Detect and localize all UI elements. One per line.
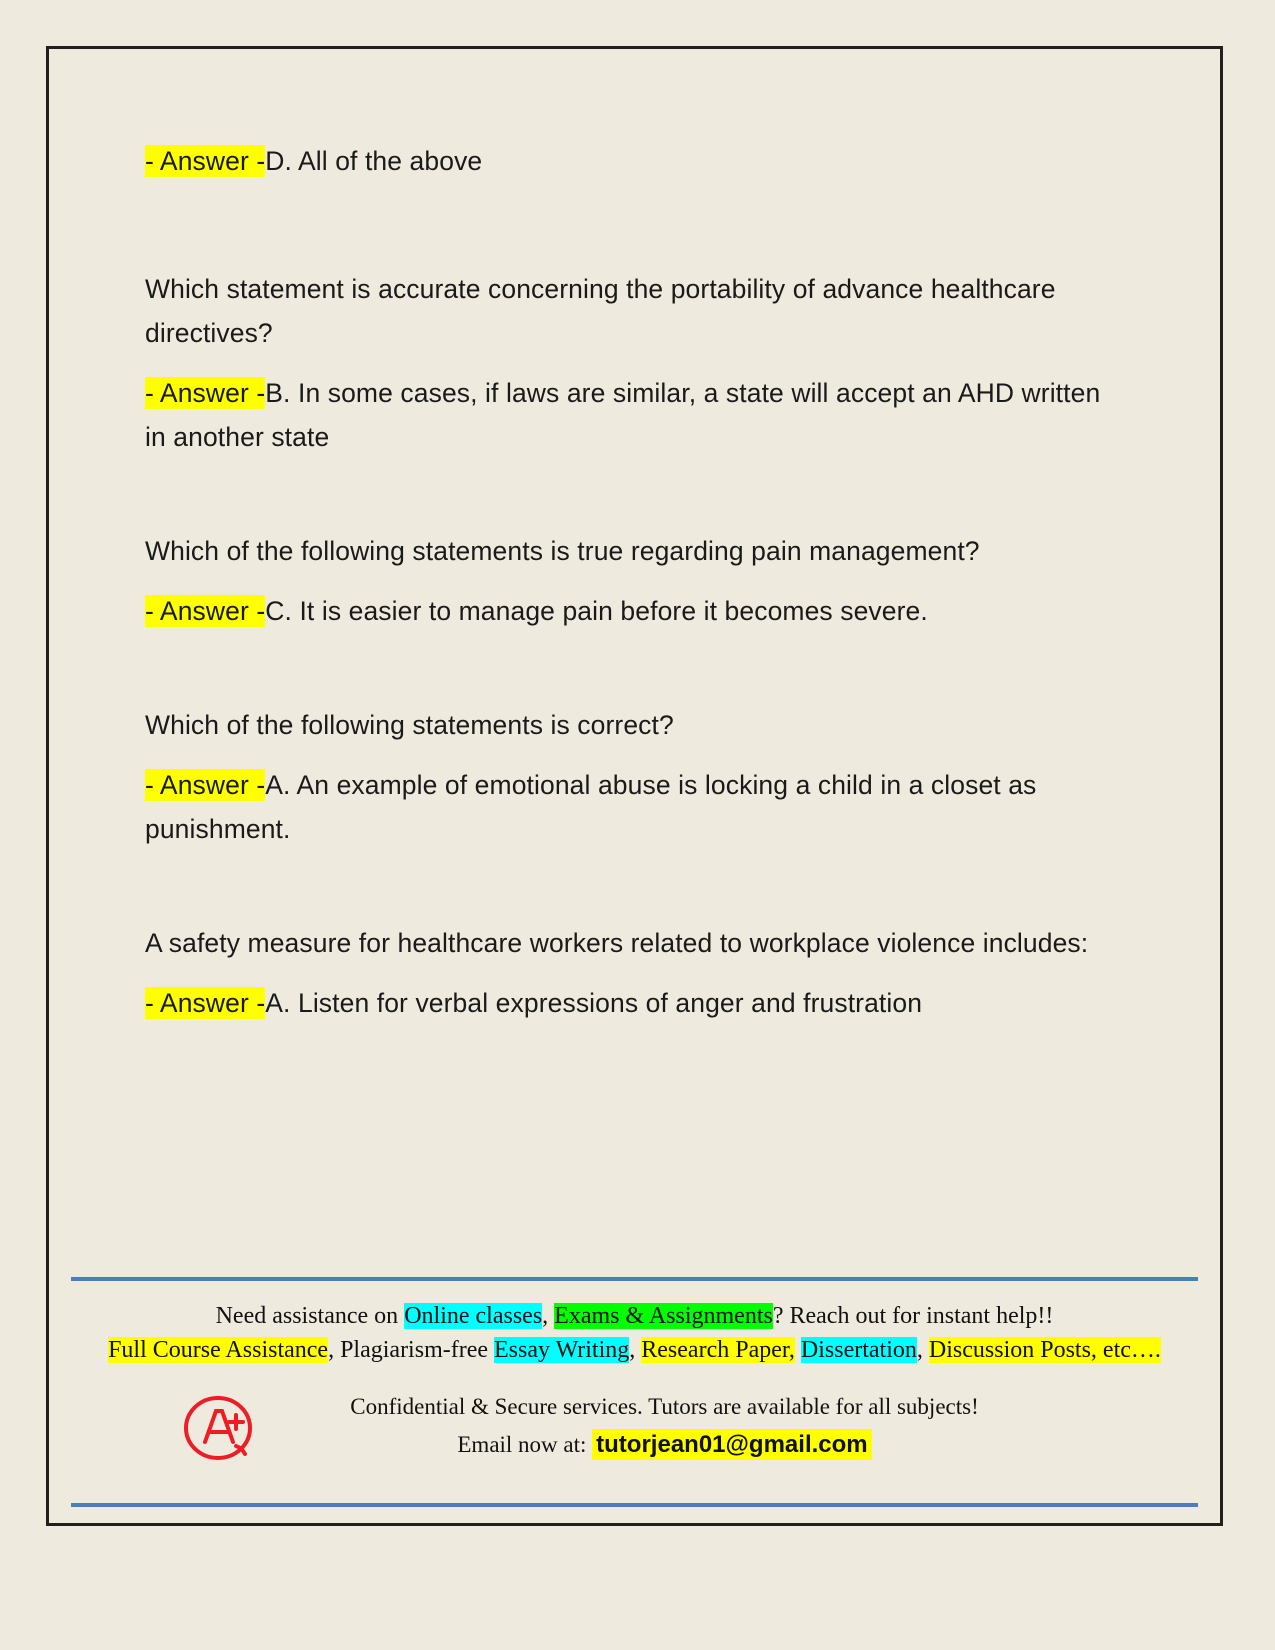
answer-text: A. Listen for verbal expressions of anger and frustration <box>265 988 923 1018</box>
footer-text-sep3 <box>795 1337 801 1363</box>
answer-label: - Answer - <box>145 378 266 408</box>
answer-line <box>145 981 1105 1025</box>
footer-text-sep1: , Plagiarism-free <box>328 1337 495 1363</box>
qa-block <box>145 529 1105 633</box>
footer-line-3: Confidential & Secure services. Tutors are available for all subjects! <box>350 1394 979 1419</box>
footer-highlight-exams-assignments: Exams & Assignments <box>554 1303 773 1329</box>
qa-block <box>145 267 1105 459</box>
answer-text: B. In some cases, if laws are similar, a state will accept an AHD written in another state <box>145 378 1101 452</box>
question-line: Which statement is accurate concerning the portability of advance healthcare directives? <box>145 274 1056 348</box>
footer-text-part1: Need assistance on <box>215 1303 405 1329</box>
email-address[interactable]: tutorjean01@gmail.com <box>592 1429 871 1460</box>
footer-divider-bottom <box>71 1503 1198 1507</box>
answer-line <box>145 763 1105 851</box>
answer-line <box>145 371 1105 459</box>
footer-highlight-full-course: Full Course Assistance <box>108 1337 329 1363</box>
answer-line <box>145 589 1105 633</box>
footer-highlight-essay-writing: Essay Writing <box>494 1337 630 1363</box>
footer-highlight-discussion-posts: Discussion Posts, etc…. <box>928 1337 1161 1363</box>
answer-label: - Answer - <box>145 146 266 176</box>
question-line: Which of the following statements is correct? <box>145 710 674 740</box>
qa-block <box>145 921 1105 1025</box>
footer-text-sep2: , <box>629 1337 642 1363</box>
answer-label: - Answer - <box>145 596 266 626</box>
question-line: Which of the following statements is true regarding pain management? <box>145 536 980 566</box>
answer-text: C. It is easier to manage pain before it becomes severe. <box>265 596 928 626</box>
qa-block <box>145 703 1105 851</box>
qa-block <box>145 139 1105 183</box>
footer-text-sep4: , <box>916 1337 929 1363</box>
footer-line-1 <box>71 1299 1198 1333</box>
footer-bottom <box>71 1389 1198 1481</box>
promo-footer <box>71 1277 1198 1507</box>
footer-highlight-research-paper: Research Paper, <box>641 1337 795 1363</box>
footer-divider-top <box>71 1277 1198 1281</box>
a-plus-badge-icon <box>181 1391 255 1465</box>
footer-text-part2: , <box>542 1303 555 1329</box>
question-line: A safety measure for healthcare workers related to workplace violence includes: <box>145 928 1089 958</box>
answer-label: - Answer - <box>145 988 266 1018</box>
footer-line-4 <box>131 1425 1198 1465</box>
answer-text: A. An example of emotional abuse is locking a child in a closet as punishment. <box>145 770 1037 844</box>
footer-highlight-dissertation: Dissertation <box>800 1337 917 1363</box>
answer-line <box>145 139 1105 183</box>
document-body <box>145 139 1105 1069</box>
spacer <box>145 227 1105 267</box>
spacer <box>145 503 1105 529</box>
footer-text-part3: ? Reach out for instant help!! <box>772 1303 1054 1329</box>
document-page <box>46 46 1223 1526</box>
answer-label: - Answer - <box>145 770 266 800</box>
spacer <box>145 677 1105 703</box>
answer-text: D. All of the above <box>265 146 483 176</box>
footer-line-2 <box>71 1333 1198 1367</box>
footer-highlight-online-classes: Online classes <box>404 1303 543 1329</box>
spacer <box>145 895 1105 921</box>
email-prefix: Email now at: <box>457 1432 587 1457</box>
